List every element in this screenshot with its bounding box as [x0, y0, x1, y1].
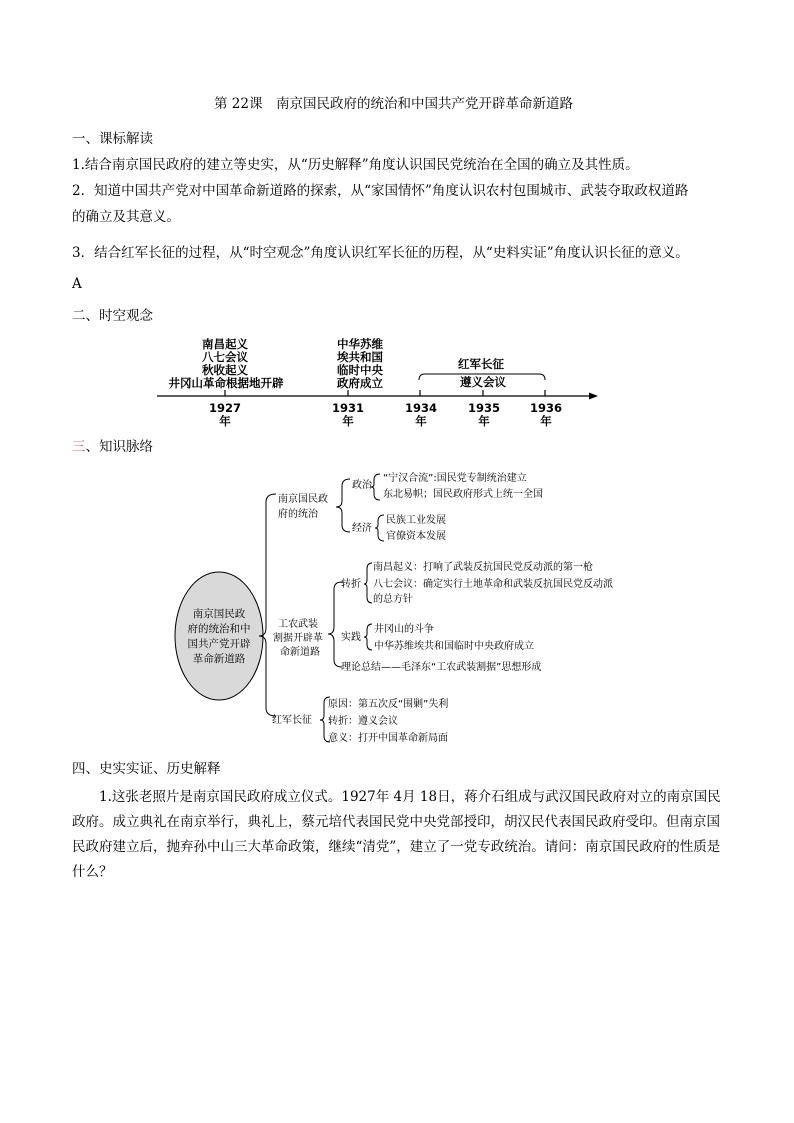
year-unit-1927: 年	[219, 414, 231, 428]
year-1936: 1936	[529, 401, 563, 415]
timeline	[157, 337, 598, 428]
practice-brace	[364, 624, 372, 650]
section-heading-evidence: 四、史实实证、历史解释	[72, 761, 221, 777]
section-heading-knowledge-map	[72, 438, 153, 456]
theory-summary: 理论总结——毛泽东“工农武装割据”思想形成	[341, 662, 542, 673]
event-1931-3: 临时中央	[337, 363, 383, 377]
politics-label: 政治	[352, 480, 372, 491]
curriculum-item-2: 2．知道中国共产党对中国革命新道路的探索，从“家国情怀”角度认识农村包围城市、武装夺取政权道路	[72, 183, 689, 199]
year-1934: 1934	[404, 401, 438, 415]
event-1927-4: 井冈山革命根据地开辟	[168, 376, 284, 390]
turn-item-3: 的总方针	[373, 594, 413, 605]
economy-item-2: 官僚资本发展	[386, 531, 446, 542]
practice-item-1: 井冈山的斗争	[374, 624, 434, 635]
long-march-cause: 原因：第五次反“围剿”失利	[328, 699, 449, 710]
main-brace	[259, 494, 276, 716]
branch1-label-line1: 南京国民政	[278, 494, 328, 505]
year-1935: 1935	[467, 401, 501, 415]
curriculum-item-1: 1.结合南京国民政府的建立等史实，从“历史解释”角度认识国民党统治在全国的确立及其性质。	[72, 157, 639, 173]
center-line-2: 府的统治和中	[187, 623, 251, 635]
evidence-question-paragraph: 1.这张老照片是南京国民政府成立仪式。1927年 4月 18日，蒋介石组成与武汉国民政府对立的南京国民政府。成立典礼在南京举行，典礼上，蔡元培代表国民党中央党部授印，胡汉民代表国民政府受印。但南京国民政府建立后，抛弃孙中山三大革命政策，继续“清党”，建立了一党专政统治。请问：南京国民政府的性质是什么？	[72, 789, 721, 880]
year-unit-1935: 年	[478, 414, 490, 428]
year-1927: 1927	[208, 401, 242, 415]
zunyi-label: 遵义会议	[460, 375, 506, 389]
timeline-arrow	[589, 393, 598, 400]
practice-item-2: 中华苏维埃共和国临时中央政府成立	[374, 641, 534, 652]
year-unit-1934: 年	[415, 414, 427, 428]
branch2-label-line2: 割据开辟革	[273, 633, 323, 644]
curriculum-item-3: 3．结合红军长征的过程，从“时空观念”角度认识红军长征的历程，从“史料实证”角度认识长征的意义。	[72, 245, 689, 261]
long-march-label: 红军长征	[458, 357, 504, 371]
branch2-brace	[328, 582, 342, 667]
event-1931-4: 政府成立	[337, 376, 383, 390]
economy-brace	[375, 515, 384, 541]
page-title: 第 22课 南京国民政府的统治和中国共产党开辟革命新道路	[214, 96, 573, 112]
center-line-1: 南京国民政	[192, 608, 246, 620]
practice-label: 实践	[341, 632, 361, 643]
center-line-3: 国共产党开辟	[187, 638, 251, 650]
section-heading-curriculum: 一、课标解读	[72, 131, 153, 147]
knowledge-map	[175, 471, 613, 744]
event-1931-2: 埃共和国	[337, 350, 383, 364]
turn-item-2: 八七会议：确定实行土地革命和武装反抗国民党反动派	[373, 579, 613, 590]
politics-brace	[371, 474, 380, 500]
section-heading-text: 、知识脉络	[85, 439, 153, 455]
politics-item-2: 东北易帜；国民政府形式上统一全国	[383, 489, 543, 500]
branch2-label-line3: 命新道路	[280, 647, 320, 658]
section-heading-number: 三	[72, 439, 86, 455]
branch1-brace	[336, 479, 350, 532]
stray-mark: A	[72, 276, 82, 292]
economy-item-1: 民族工业发展	[386, 515, 446, 526]
center-line-4: 革命新道路	[192, 653, 246, 665]
turn-label: 转折	[341, 579, 361, 590]
center-node	[175, 572, 263, 700]
turn-item-1: 南昌起义：打响了武装反抗国民党反动派的第一枪	[373, 562, 593, 573]
event-1927-1: 南昌起义	[202, 337, 248, 351]
long-march-turn: 转折：遵义会议	[328, 716, 398, 727]
year-1931: 1931	[331, 401, 365, 415]
politics-item-1: “宁汉合流”:国民党专制统治建立	[383, 473, 527, 484]
event-1931-1: 中华苏维	[337, 337, 383, 351]
branch1-label-line2: 府的统治	[278, 509, 318, 520]
branch3-label: 红军长征	[272, 715, 312, 726]
long-march-meaning: 意义：打开中国革命新局面	[328, 733, 448, 744]
turn-brace	[364, 563, 372, 603]
year-unit-1936: 年	[540, 414, 552, 428]
event-1927-2: 八七会议	[202, 350, 248, 364]
event-1927-3: 秋收起义	[202, 363, 248, 377]
economy-label: 经济	[352, 523, 372, 534]
section-heading-timeline: 二、时空观念	[72, 308, 153, 324]
curriculum-item-2-cont: 的确立及其意义。	[72, 209, 180, 225]
year-unit-1931: 年	[342, 414, 354, 428]
branch2-label-line1: 工农武装	[278, 619, 318, 630]
